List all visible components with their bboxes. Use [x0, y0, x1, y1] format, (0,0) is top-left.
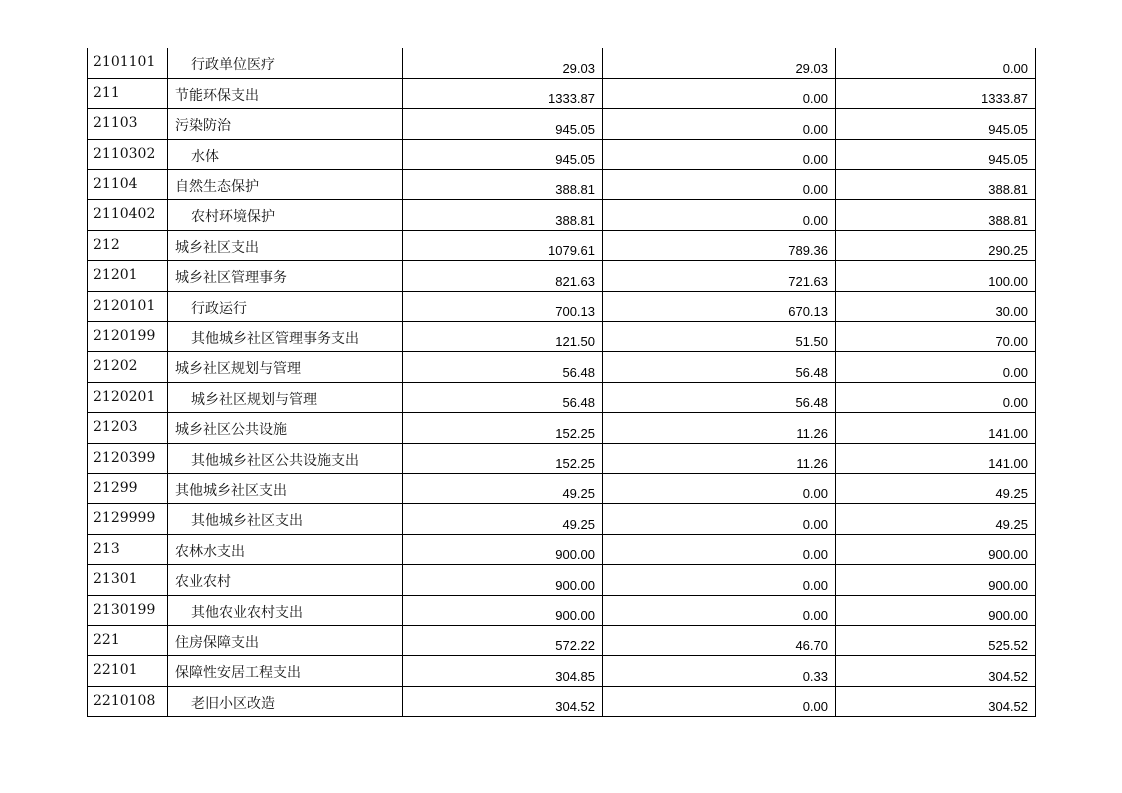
table-row	[88, 230, 1036, 260]
table-row	[88, 78, 1036, 108]
basic-expenditure-cell: 0.00	[603, 170, 836, 200]
table-row	[88, 565, 1036, 595]
basic-expenditure-cell: 670.13	[603, 291, 836, 321]
subject-code-cell: 22101	[88, 656, 168, 686]
subject-name-cell: 其他农业农村支出	[168, 595, 403, 625]
total-amount-cell: 121.50	[403, 322, 603, 352]
subject-name-cell: 节能环保支出	[168, 78, 403, 108]
basic-expenditure-cell: 51.50	[603, 322, 836, 352]
basic-expenditure-cell: 0.00	[603, 473, 836, 503]
basic-expenditure-cell: 789.36	[603, 230, 836, 260]
subject-code-cell: 21203	[88, 413, 168, 443]
table-row	[88, 109, 1036, 139]
project-expenditure-cell: 945.05	[836, 139, 1036, 169]
total-amount-cell: 900.00	[403, 565, 603, 595]
basic-expenditure-cell: 29.03	[603, 48, 836, 78]
subject-name-cell: 自然生态保护	[168, 170, 403, 200]
project-expenditure-cell: 49.25	[836, 473, 1036, 503]
project-expenditure-cell: 141.00	[836, 443, 1036, 473]
subject-name-cell: 其他城乡社区管理事务支出	[168, 322, 403, 352]
project-expenditure-cell: 100.00	[836, 261, 1036, 291]
subject-code-cell: 211	[88, 78, 168, 108]
basic-expenditure-cell: 0.00	[603, 534, 836, 564]
subject-code-cell: 221	[88, 625, 168, 655]
table-row	[88, 170, 1036, 200]
table-row	[88, 261, 1036, 291]
total-amount-cell: 572.22	[403, 625, 603, 655]
subject-code-cell: 21301	[88, 565, 168, 595]
total-amount-cell: 49.25	[403, 504, 603, 534]
table-row	[88, 352, 1036, 382]
table-row	[88, 443, 1036, 473]
project-expenditure-cell: 388.81	[836, 170, 1036, 200]
subject-name-cell: 城乡社区公共设施	[168, 413, 403, 443]
subject-name-cell: 农业农村	[168, 565, 403, 595]
subject-code-cell: 2110402	[88, 200, 168, 230]
project-expenditure-cell: 0.00	[836, 48, 1036, 78]
total-amount-cell: 49.25	[403, 473, 603, 503]
basic-expenditure-cell: 56.48	[603, 352, 836, 382]
basic-expenditure-cell: 0.00	[603, 595, 836, 625]
subject-name-cell: 水体	[168, 139, 403, 169]
project-expenditure-cell: 70.00	[836, 322, 1036, 352]
subject-code-cell: 2129999	[88, 504, 168, 534]
subject-name-cell: 行政运行	[168, 291, 403, 321]
table-row	[88, 534, 1036, 564]
project-expenditure-cell: 30.00	[836, 291, 1036, 321]
project-expenditure-cell: 1333.87	[836, 78, 1036, 108]
project-expenditure-cell: 290.25	[836, 230, 1036, 260]
subject-name-cell: 城乡社区规划与管理	[168, 352, 403, 382]
basic-expenditure-cell: 46.70	[603, 625, 836, 655]
subject-code-cell: 213	[88, 534, 168, 564]
basic-expenditure-cell: 0.00	[603, 565, 836, 595]
basic-expenditure-cell: 0.00	[603, 78, 836, 108]
total-amount-cell: 29.03	[403, 48, 603, 78]
total-amount-cell: 304.85	[403, 656, 603, 686]
subject-name-cell: 城乡社区支出	[168, 230, 403, 260]
subject-name-cell: 其他城乡社区公共设施支出	[168, 443, 403, 473]
subject-code-cell: 21104	[88, 170, 168, 200]
subject-name-cell: 农村环境保护	[168, 200, 403, 230]
project-expenditure-cell: 900.00	[836, 534, 1036, 564]
project-expenditure-cell: 304.52	[836, 656, 1036, 686]
total-amount-cell: 900.00	[403, 595, 603, 625]
table-row	[88, 382, 1036, 412]
subject-name-cell: 污染防治	[168, 109, 403, 139]
table-row	[88, 595, 1036, 625]
total-amount-cell: 700.13	[403, 291, 603, 321]
basic-expenditure-cell: 0.00	[603, 139, 836, 169]
total-amount-cell: 945.05	[403, 139, 603, 169]
project-expenditure-cell: 945.05	[836, 109, 1036, 139]
subject-name-cell: 保障性安居工程支出	[168, 656, 403, 686]
basic-expenditure-cell: 0.00	[603, 686, 836, 716]
table-row	[88, 504, 1036, 534]
subject-name-cell: 老旧小区改造	[168, 686, 403, 716]
table-body	[88, 48, 1036, 717]
project-expenditure-cell: 0.00	[836, 352, 1036, 382]
subject-code-cell: 21299	[88, 473, 168, 503]
total-amount-cell: 945.05	[403, 109, 603, 139]
total-amount-cell: 56.48	[403, 382, 603, 412]
subject-code-cell: 2120101	[88, 291, 168, 321]
subject-name-cell: 其他城乡社区支出	[168, 473, 403, 503]
project-expenditure-cell: 388.81	[836, 200, 1036, 230]
total-amount-cell: 1079.61	[403, 230, 603, 260]
subject-code-cell: 2110302	[88, 139, 168, 169]
subject-code-cell: 2120199	[88, 322, 168, 352]
table-row	[88, 291, 1036, 321]
total-amount-cell: 388.81	[403, 170, 603, 200]
subject-name-cell: 行政单位医疗	[168, 48, 403, 78]
total-amount-cell: 56.48	[403, 352, 603, 382]
subject-name-cell: 城乡社区规划与管理	[168, 382, 403, 412]
basic-expenditure-cell: 11.26	[603, 413, 836, 443]
subject-code-cell: 21201	[88, 261, 168, 291]
budget-table	[87, 48, 1036, 717]
table-row	[88, 413, 1036, 443]
subject-name-cell: 农林水支出	[168, 534, 403, 564]
basic-expenditure-cell: 721.63	[603, 261, 836, 291]
total-amount-cell: 1333.87	[403, 78, 603, 108]
table-row	[88, 200, 1036, 230]
table-row	[88, 686, 1036, 716]
basic-expenditure-cell: 11.26	[603, 443, 836, 473]
total-amount-cell: 388.81	[403, 200, 603, 230]
basic-expenditure-cell: 0.00	[603, 200, 836, 230]
project-expenditure-cell: 141.00	[836, 413, 1036, 443]
project-expenditure-cell: 49.25	[836, 504, 1036, 534]
basic-expenditure-cell: 0.00	[603, 504, 836, 534]
total-amount-cell: 900.00	[403, 534, 603, 564]
total-amount-cell: 304.52	[403, 686, 603, 716]
project-expenditure-cell: 900.00	[836, 595, 1036, 625]
subject-code-cell: 21202	[88, 352, 168, 382]
basic-expenditure-cell: 0.33	[603, 656, 836, 686]
table-row	[88, 473, 1036, 503]
project-expenditure-cell: 900.00	[836, 565, 1036, 595]
table-row	[88, 48, 1036, 78]
subject-name-cell: 住房保障支出	[168, 625, 403, 655]
subject-code-cell: 2130199	[88, 595, 168, 625]
subject-code-cell: 21103	[88, 109, 168, 139]
total-amount-cell: 152.25	[403, 443, 603, 473]
basic-expenditure-cell: 0.00	[603, 109, 836, 139]
subject-code-cell: 212	[88, 230, 168, 260]
table-row	[88, 322, 1036, 352]
table-row	[88, 139, 1036, 169]
subject-code-cell: 2120201	[88, 382, 168, 412]
total-amount-cell: 821.63	[403, 261, 603, 291]
total-amount-cell: 152.25	[403, 413, 603, 443]
project-expenditure-cell: 0.00	[836, 382, 1036, 412]
table-row	[88, 656, 1036, 686]
table-row	[88, 625, 1036, 655]
subject-name-cell: 城乡社区管理事务	[168, 261, 403, 291]
project-expenditure-cell: 304.52	[836, 686, 1036, 716]
basic-expenditure-cell: 56.48	[603, 382, 836, 412]
subject-code-cell: 2120399	[88, 443, 168, 473]
subject-code-cell: 2101101	[88, 48, 168, 78]
subject-code-cell: 2210108	[88, 686, 168, 716]
project-expenditure-cell: 525.52	[836, 625, 1036, 655]
subject-name-cell: 其他城乡社区支出	[168, 504, 403, 534]
